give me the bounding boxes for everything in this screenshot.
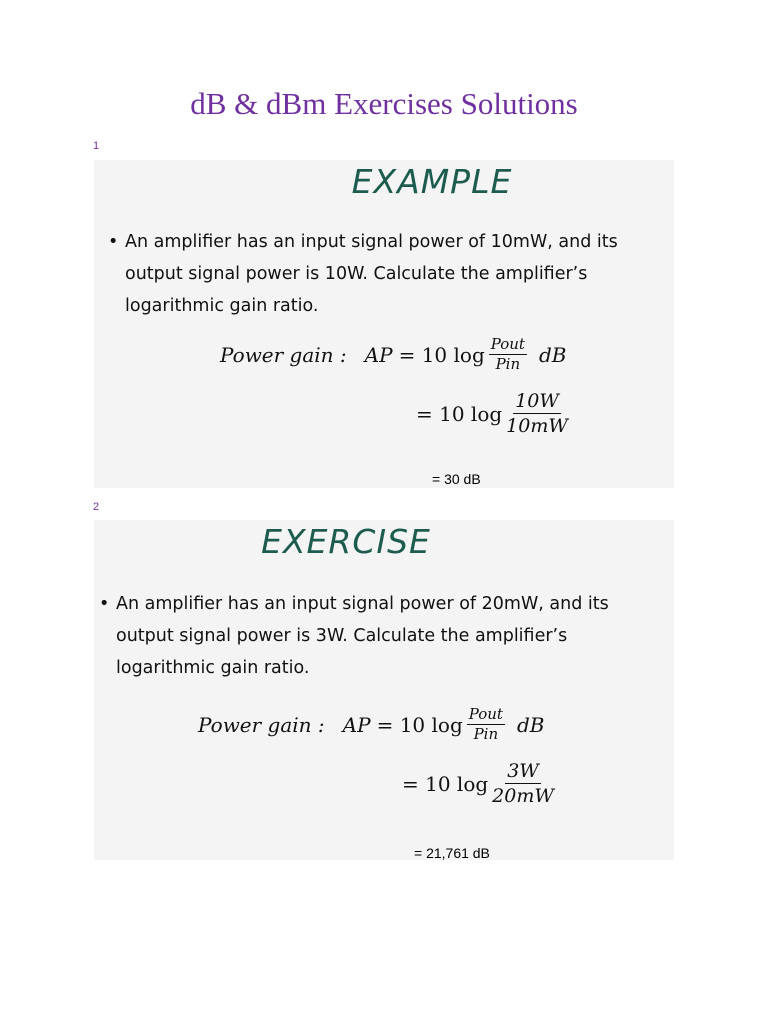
problem-line-3: logarithmic gain ratio. — [116, 658, 310, 678]
example-slide — [94, 160, 674, 488]
formula-eq: = 10 log — [376, 712, 463, 737]
formula-eq: = 10 log — [398, 342, 485, 367]
problem-line-3: logarithmic gain ratio. — [125, 296, 319, 316]
power-gain-formula — [220, 336, 566, 373]
fraction-denominator: Pin — [473, 725, 499, 743]
calculation-step — [402, 760, 558, 807]
formula-label: Power gain : — [220, 342, 347, 367]
problem-line-1: An amplifier has an input signal power of 20mW, and its — [116, 594, 609, 614]
formula-lhs: AP — [364, 342, 393, 367]
formula-fraction — [467, 706, 505, 743]
bullet-icon: • — [108, 232, 119, 252]
fraction-denominator: Pin — [495, 355, 521, 373]
step-eq: = 10 log — [402, 771, 489, 796]
step-denominator: 10mW — [506, 415, 568, 437]
formula-unit: dB — [516, 712, 545, 737]
step-numerator: 10W — [515, 390, 559, 412]
problem-line-2: output signal power is 10W. Calculate the amplifier’s — [125, 264, 588, 284]
step-eq: = 10 log — [416, 401, 503, 426]
document-title: dB & dBm Exercises Solutions — [190, 86, 578, 121]
fraction-numerator: Pout — [468, 705, 503, 723]
slide-heading: EXERCISE — [261, 522, 431, 561]
problem-line-1: An amplifier has an input signal power of 10mW, and its — [125, 232, 618, 252]
answer-2: = 21,761 dB — [414, 845, 490, 861]
item-number-2: 2 — [93, 501, 100, 513]
exercise-slide — [94, 520, 674, 860]
formula-label: Power gain : — [198, 712, 325, 737]
step-fraction — [506, 390, 568, 437]
formula-fraction — [489, 336, 527, 373]
problem-statement — [99, 588, 609, 684]
step-denominator: 20mW — [492, 785, 554, 807]
step-fraction — [492, 760, 554, 807]
item-number-1: 1 — [93, 140, 100, 152]
bullet-icon: • — [99, 594, 110, 614]
calculation-step — [416, 390, 572, 437]
step-numerator: 3W — [507, 760, 539, 782]
problem-line-2: output signal power is 3W. Calculate the amplifier’s — [116, 626, 568, 646]
fraction-numerator: Pout — [490, 335, 525, 353]
power-gain-formula — [198, 706, 544, 743]
answer-1: = 30 dB — [432, 471, 481, 487]
formula-lhs: AP — [342, 712, 371, 737]
formula-unit: dB — [538, 342, 567, 367]
slide-heading: EXAMPLE — [351, 162, 513, 201]
problem-statement — [108, 226, 618, 322]
